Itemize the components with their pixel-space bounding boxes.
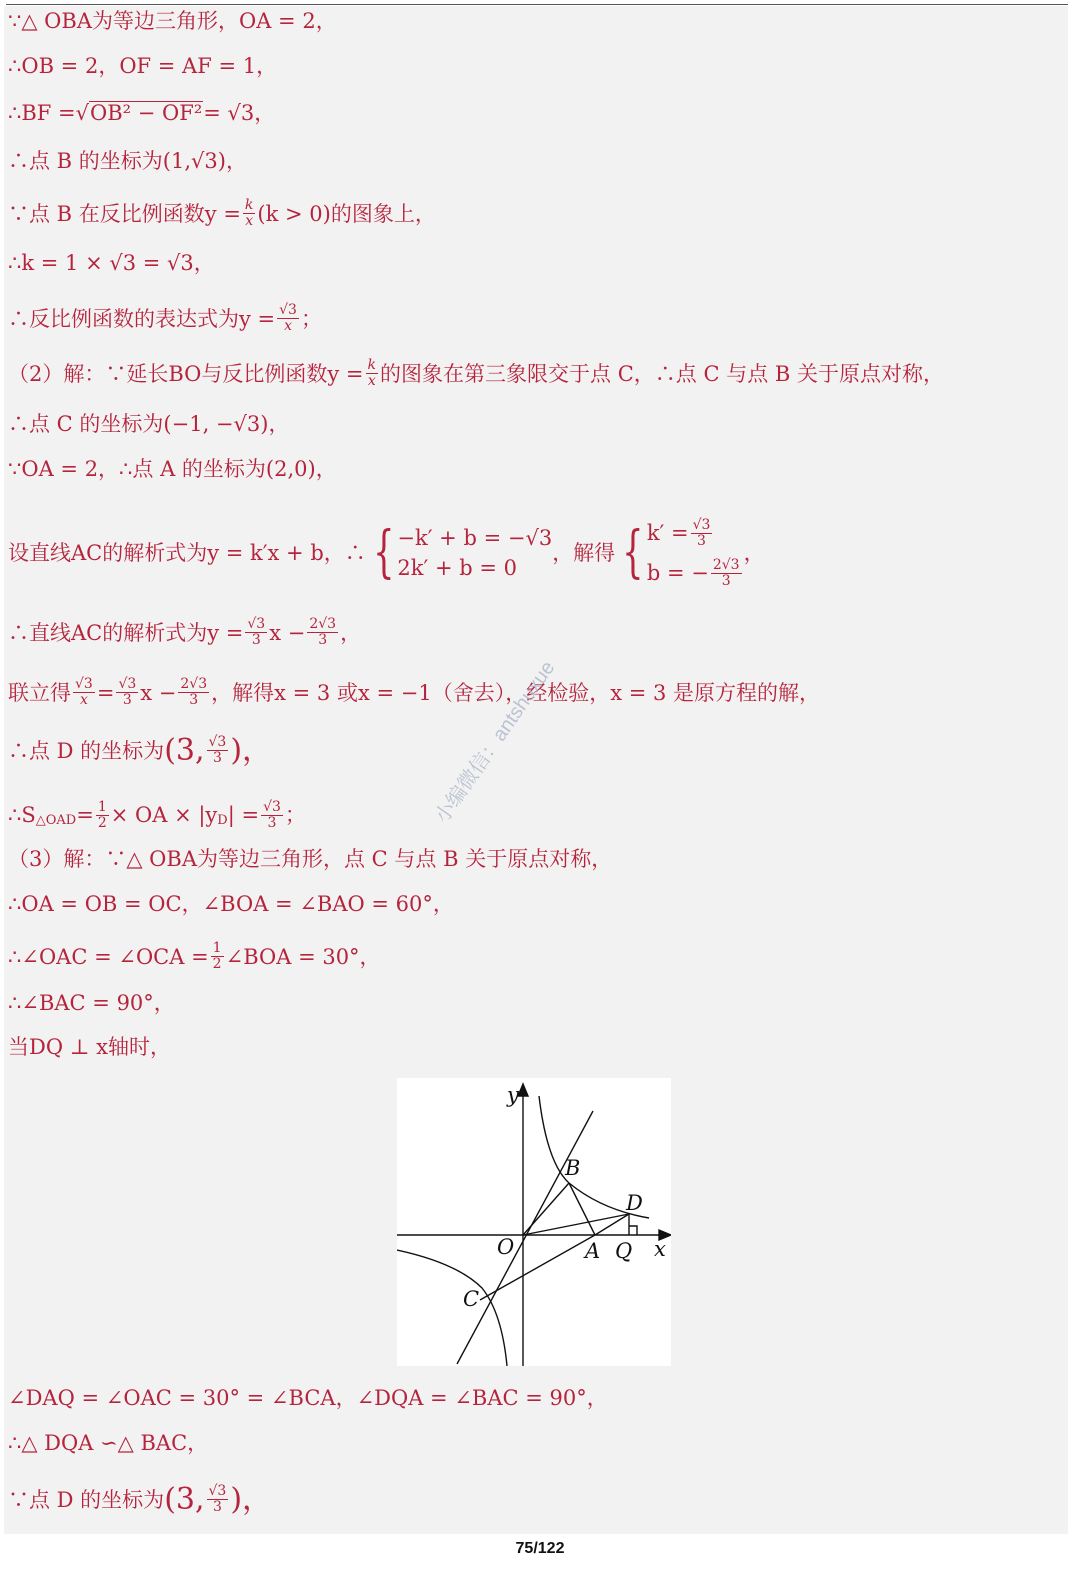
line-text: ∴点 C 的坐标为: [8, 412, 164, 436]
geometry-figure: [397, 1078, 671, 1366]
line-text: x −: [140, 680, 177, 705]
fraction: [243, 198, 255, 229]
denominator: 3: [212, 750, 222, 766]
segment-ba: [569, 1183, 595, 1235]
fraction: [207, 1484, 229, 1515]
fraction: [277, 303, 299, 334]
line-14: [8, 732, 273, 768]
fraction: [96, 800, 109, 831]
fraction: [711, 558, 742, 589]
denominator: 3: [189, 692, 199, 708]
line-1: [8, 8, 337, 34]
line-10: [8, 456, 337, 482]
top-rule: [6, 4, 1068, 5]
numerator: 1: [97, 798, 107, 815]
numerator: √3: [208, 1483, 227, 1499]
line-7: [8, 303, 322, 334]
line-12: [8, 617, 361, 648]
fraction: [178, 677, 209, 708]
fraction: [245, 617, 267, 648]
numerator: 1: [212, 940, 222, 956]
numerator: √3: [75, 676, 93, 692]
y-axis-arrow: [518, 1084, 528, 1096]
denominator: 3: [251, 632, 261, 648]
line-15: [8, 796, 306, 834]
line-text: ，: [743, 541, 765, 565]
fraction: [116, 677, 138, 708]
line-11: [8, 513, 765, 593]
fraction: [261, 800, 283, 831]
line-text: ∴OA = OB = OC，∠BOA = ∠BAO = 60°，: [8, 892, 454, 916]
line-19: [8, 990, 175, 1016]
line-20: [8, 1034, 171, 1060]
denominator: x: [245, 213, 254, 229]
fraction: [207, 735, 229, 766]
line-5: [8, 198, 436, 229]
line-text: =: [96, 680, 115, 705]
radicand: OB² − OF²: [90, 101, 203, 126]
numerator: √3: [263, 798, 281, 815]
line-text: ∠DAQ = ∠OAC = 30° = ∠BCA，∠DQA = ∠BAC = 90°，: [8, 1386, 608, 1410]
fraction: [73, 677, 95, 708]
line-8: [8, 358, 944, 389]
left-brace: {: [622, 520, 644, 585]
hyperbola-branch-2: [397, 1250, 507, 1366]
line-text: × OA × |y: [110, 803, 218, 827]
line-text: （2）解：∵延长BO与反比例函数y =: [8, 361, 364, 386]
numerator: √3: [279, 302, 297, 318]
equation-system: [366, 520, 553, 585]
system-rows: [397, 523, 552, 583]
line-text: (k > 0)的图象上，: [257, 201, 436, 226]
line-text: ，解得: [552, 541, 616, 565]
line-text: =: [76, 803, 94, 827]
fraction: [307, 617, 338, 648]
line-text: k′ =: [646, 521, 689, 545]
line-text: ∴∠BAC = 90°，: [8, 991, 175, 1015]
numerator: √3: [692, 516, 711, 533]
numerator: √3: [247, 616, 266, 632]
line-text: ，解得x = 3 或x = −1（舍去），经检验，x = 3 是原方程的解，: [211, 680, 821, 705]
line-text: 联立得: [8, 680, 71, 705]
paren-close: )，: [230, 1481, 273, 1517]
line-text: ∴∠OAC = ∠OCA =: [8, 944, 209, 969]
numerator: k: [244, 197, 254, 213]
line-text: ，: [268, 412, 290, 436]
line-text: = √3，: [203, 101, 276, 125]
solution-system: [615, 513, 743, 593]
line-16: [8, 846, 612, 872]
denominator: x: [284, 318, 292, 334]
denominator: 3: [721, 572, 731, 589]
denominator: x: [367, 373, 376, 389]
denominator: x: [79, 692, 88, 708]
label-b: B: [565, 1156, 581, 1180]
line-23: [8, 1481, 273, 1517]
line-6: [8, 250, 215, 276]
line-text: （3）解：∵△ OBA为等边三角形，点 C 与点 B 关于原点对称，: [8, 847, 613, 871]
line-17: [8, 891, 454, 917]
line-2: [8, 53, 277, 79]
left-brace: {: [372, 520, 395, 585]
line-text: ∴BF =: [8, 101, 76, 125]
line-text: ∴直线AC的解析式为y =: [8, 620, 244, 645]
system-row-2: 2k′ + b = 0: [397, 556, 517, 580]
subscript: D: [217, 813, 228, 828]
line-text: ∴k = 1 × √3 = √3，: [8, 251, 215, 275]
denominator: 3: [267, 814, 277, 831]
solution-row-2: [647, 553, 744, 593]
line-text: 的图象在第三象限交于点 C，∴点 C 与点 B 关于原点对称，: [380, 361, 944, 386]
fraction: [691, 518, 713, 549]
line-text: b = −: [646, 561, 709, 585]
numerator: 2√3: [309, 616, 337, 632]
line-22: [8, 1430, 208, 1456]
paren-open: (3,: [164, 732, 205, 768]
line-13: [8, 677, 820, 708]
denominator: 3: [212, 1499, 222, 1515]
coordinate-c: (−1, −√3): [163, 412, 269, 436]
solution-row-1: [647, 513, 744, 553]
numerator: k: [367, 357, 377, 373]
line-text: ∴△ DQA ∽△ BAC，: [8, 1431, 209, 1455]
subscript: △OAD: [35, 813, 77, 828]
watermark: 小编微信：antshuxue: [431, 657, 560, 828]
denominator: 3: [122, 692, 132, 708]
line-text: ∴点 D 的坐标为: [8, 738, 165, 763]
line-text: ∵点 B 在反比例函数y =: [8, 201, 241, 226]
line-text: 当DQ ⊥ x轴时，: [8, 1035, 171, 1059]
fraction: [211, 941, 224, 972]
numerator: 2√3: [712, 556, 740, 573]
label-o: O: [497, 1235, 515, 1259]
line-3: [8, 100, 275, 126]
denominator: 3: [318, 632, 328, 648]
paren-close: )，: [230, 732, 273, 768]
line-4: [8, 148, 247, 174]
label-a: A: [585, 1239, 601, 1263]
line-text: ∴OB = 2，OF = AF = 1，: [8, 54, 278, 78]
line-18: [8, 941, 381, 972]
numerator: √3: [208, 734, 227, 750]
right-angle-mark: [629, 1226, 637, 1235]
figure-svg: [397, 1078, 671, 1366]
line-text: ，: [225, 149, 247, 173]
label-q: Q: [615, 1239, 633, 1263]
paren-open: (3,: [164, 1481, 205, 1517]
page-number: 75/122: [515, 1540, 565, 1557]
numerator: 2√3: [180, 676, 208, 692]
denominator: 2: [212, 956, 222, 972]
line-text: ∵点 D 的坐标为: [8, 1487, 165, 1512]
line-text: ∵△ OBA为等边三角形，OA = 2，: [8, 9, 337, 33]
line-text: ，: [340, 620, 362, 645]
line-text: x −: [269, 620, 306, 645]
line-text: ∵OA = 2，∴点 A 的坐标为(2,0)，: [8, 457, 337, 481]
label-y: y: [507, 1083, 519, 1107]
label-d: D: [626, 1191, 643, 1215]
line-9: [8, 411, 289, 437]
label-c: C: [463, 1287, 480, 1311]
line-text: | =: [227, 803, 260, 827]
coordinate-b: (1,√3): [162, 149, 226, 173]
line-text: ；: [300, 306, 322, 331]
line-text: ∴反比例函数的表达式为y =: [8, 306, 276, 331]
line-text: 设直线AC的解析式为y = k′x + b，∴: [8, 541, 366, 565]
line-text: ∠BOA = 30°，: [225, 944, 381, 969]
denominator: 2: [97, 814, 107, 831]
line-text: ；: [284, 803, 306, 827]
denominator: 3: [697, 532, 706, 549]
system-rows: [647, 513, 744, 593]
sqrt-expression: √ OB² − OF²: [75, 101, 203, 126]
line-21: [8, 1385, 608, 1411]
fraction: [366, 358, 378, 389]
line-bc: [457, 1111, 593, 1364]
line-text: ∴点 B 的坐标为: [8, 149, 163, 173]
numerator: √3: [118, 676, 137, 692]
system-row-1: −k′ + b = −√3: [397, 526, 553, 550]
line-text: ∴S: [8, 803, 36, 827]
label-x: x: [654, 1237, 666, 1261]
